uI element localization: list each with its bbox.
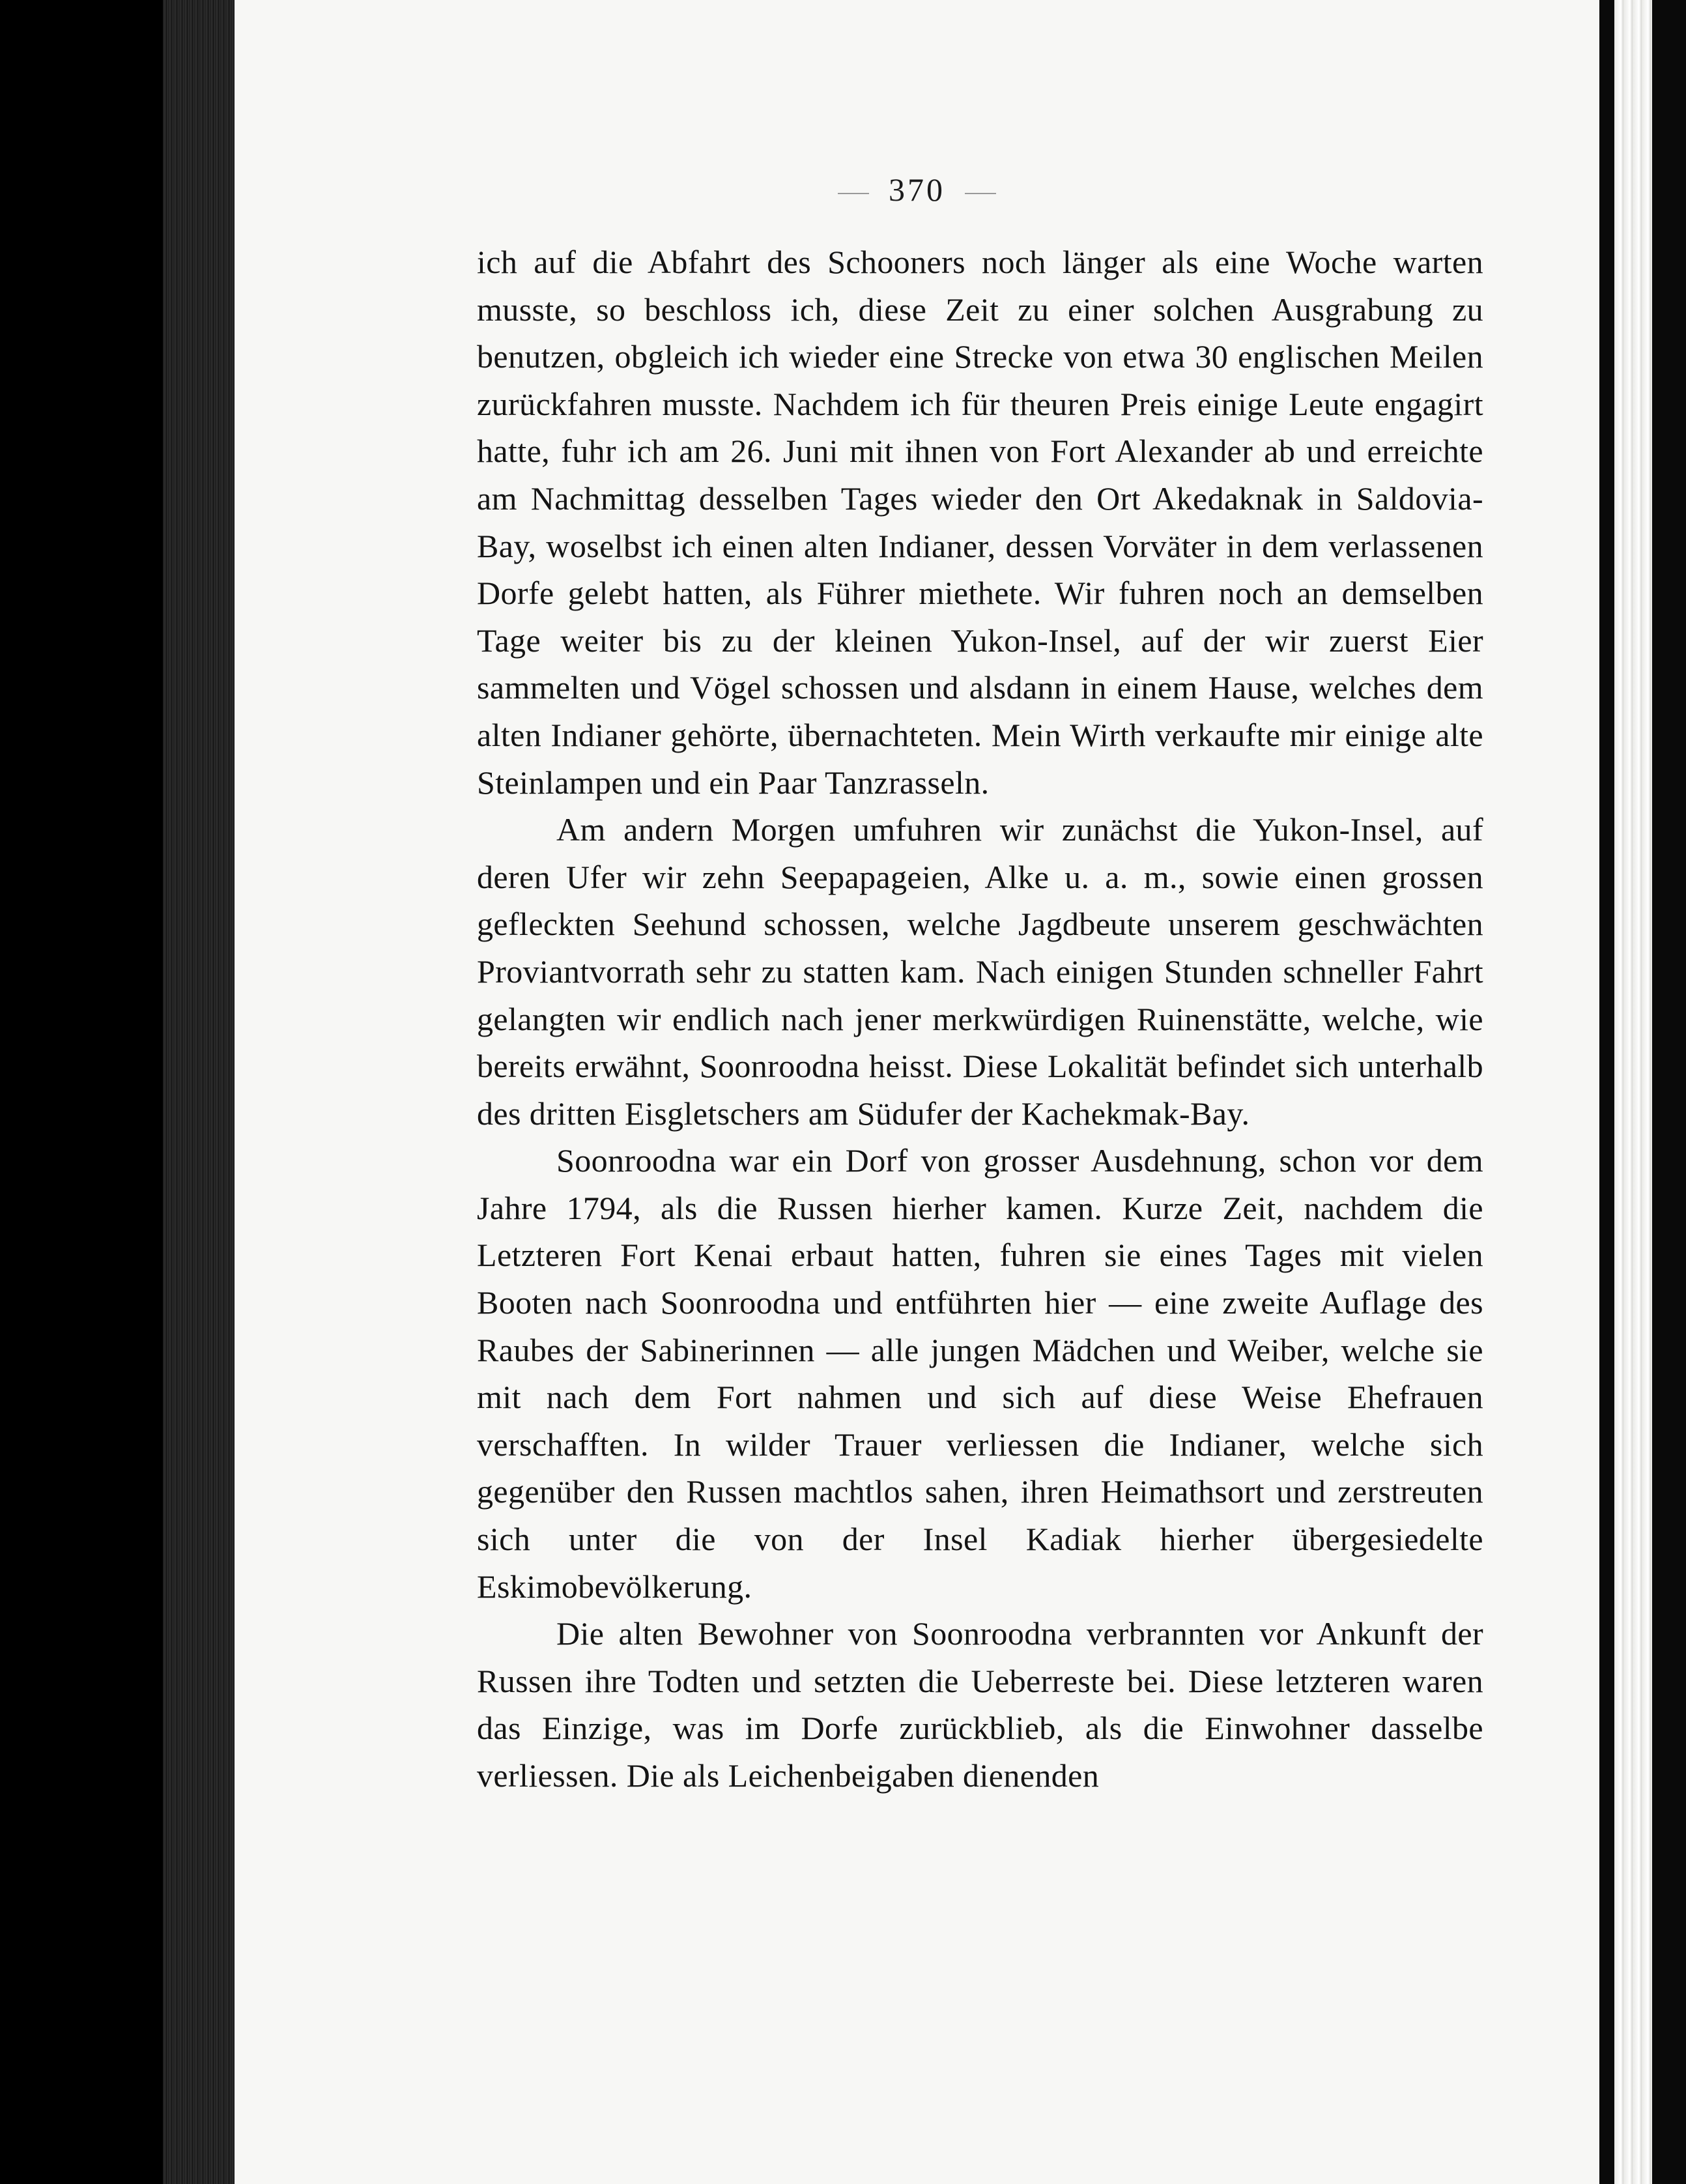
paragraph-4: Die alten Bewohner von Soonroodna verbrannten vor Ankunft der Russen ihre Todten und setzten die Ueberreste bei. Diese letzteren waren das Einzige, was im Dorfe zurückblieb, als die Einwohner dasselbe verliessen. Die als Leichenbeigaben dienenden (477, 1615, 1483, 1794)
page-number: 370 (889, 171, 945, 208)
header-dash-right (965, 193, 996, 194)
header-dash-left (838, 193, 869, 194)
page-header (235, 171, 1599, 208)
next-page-edge (1614, 0, 1652, 2184)
book-page (235, 0, 1599, 2184)
body-text (477, 238, 1483, 1800)
page-edges-left (163, 0, 235, 2184)
book-spine-shadow (0, 0, 163, 2184)
paragraph-1: ich auf die Abfahrt des Schooners noch länger als eine Woche warten musste, so beschloss ich, diese Zeit zu einer solchen Ausgrabung zu benutzen, obgleich ich wieder eine Strecke von etwa 30 englischen Meilen zurückfahren musste. Nachdem ich für theuren Preis einige Leute engagirt hatte, fuhr ich am 26. Juni mit ihnen von Fort Alexander ab und erreichte am Nachmittag desselben Tages wieder den Ort Akedaknak in Saldovia-Bay, woselbst ich einen alten Indianer, dessen Vorväter in dem verlassenen Dorfe gelebt hatten, als Führer miethete. Wir fuhren noch an demselben Tage weiter bis zu der kleinen Yukon-Insel, auf der wir zuerst Eier sammelten und Vögel schossen und alsdann in einem Hause, welches dem alten Indianer gehörte, übernachteten. Mein Wirth verkaufte mir einige alte Steinlampen und ein Paar Tanzrasseln. (477, 244, 1483, 801)
paragraph-2: Am andern Morgen umfuhren wir zunächst die Yukon-Insel, auf deren Ufer wir zehn Seepapageien, Alke u. a. m., sowie einen grossen gefleckten Seehund schossen, welche Jagdbeute unserem geschwächten Proviantvorrath sehr zu statten kam. Nach einigen Stunden schneller Fahrt gelangten wir endlich nach jener merkwürdigen Ruinenstätte, welche, wie bereits erwähnt, Soonroodna heisst. Diese Lokalität befindet sich unterhalb des dritten Eisgletschers am Südufer der Kachekmak-Bay. (477, 811, 1483, 1132)
paragraph-3: Soonroodna war ein Dorf von grosser Ausdehnung, schon vor dem Jahre 1794, als die Russen hierher kamen. Kurze Zeit, nachdem die Letzteren Fort Kenai erbaut hatten, fuhren sie eines Tages mit vielen Booten nach Soonroodna und entführten hier — eine zweite Auflage des Raubes der Sabinerinnen — alle jungen Mädchen und Weiber, welche sie mit nach dem Fort nahmen und sich auf diese Weise Ehefrauen verschafften. In wilder Trauer verliessen die Indianer, welche sich gegenüber den Russen machtlos sahen, ihren Heimathsort und zerstreuten sich unter die von der Insel Kadiak hierher übergesiedelte Eskimobevölkerung. (477, 1142, 1483, 1605)
